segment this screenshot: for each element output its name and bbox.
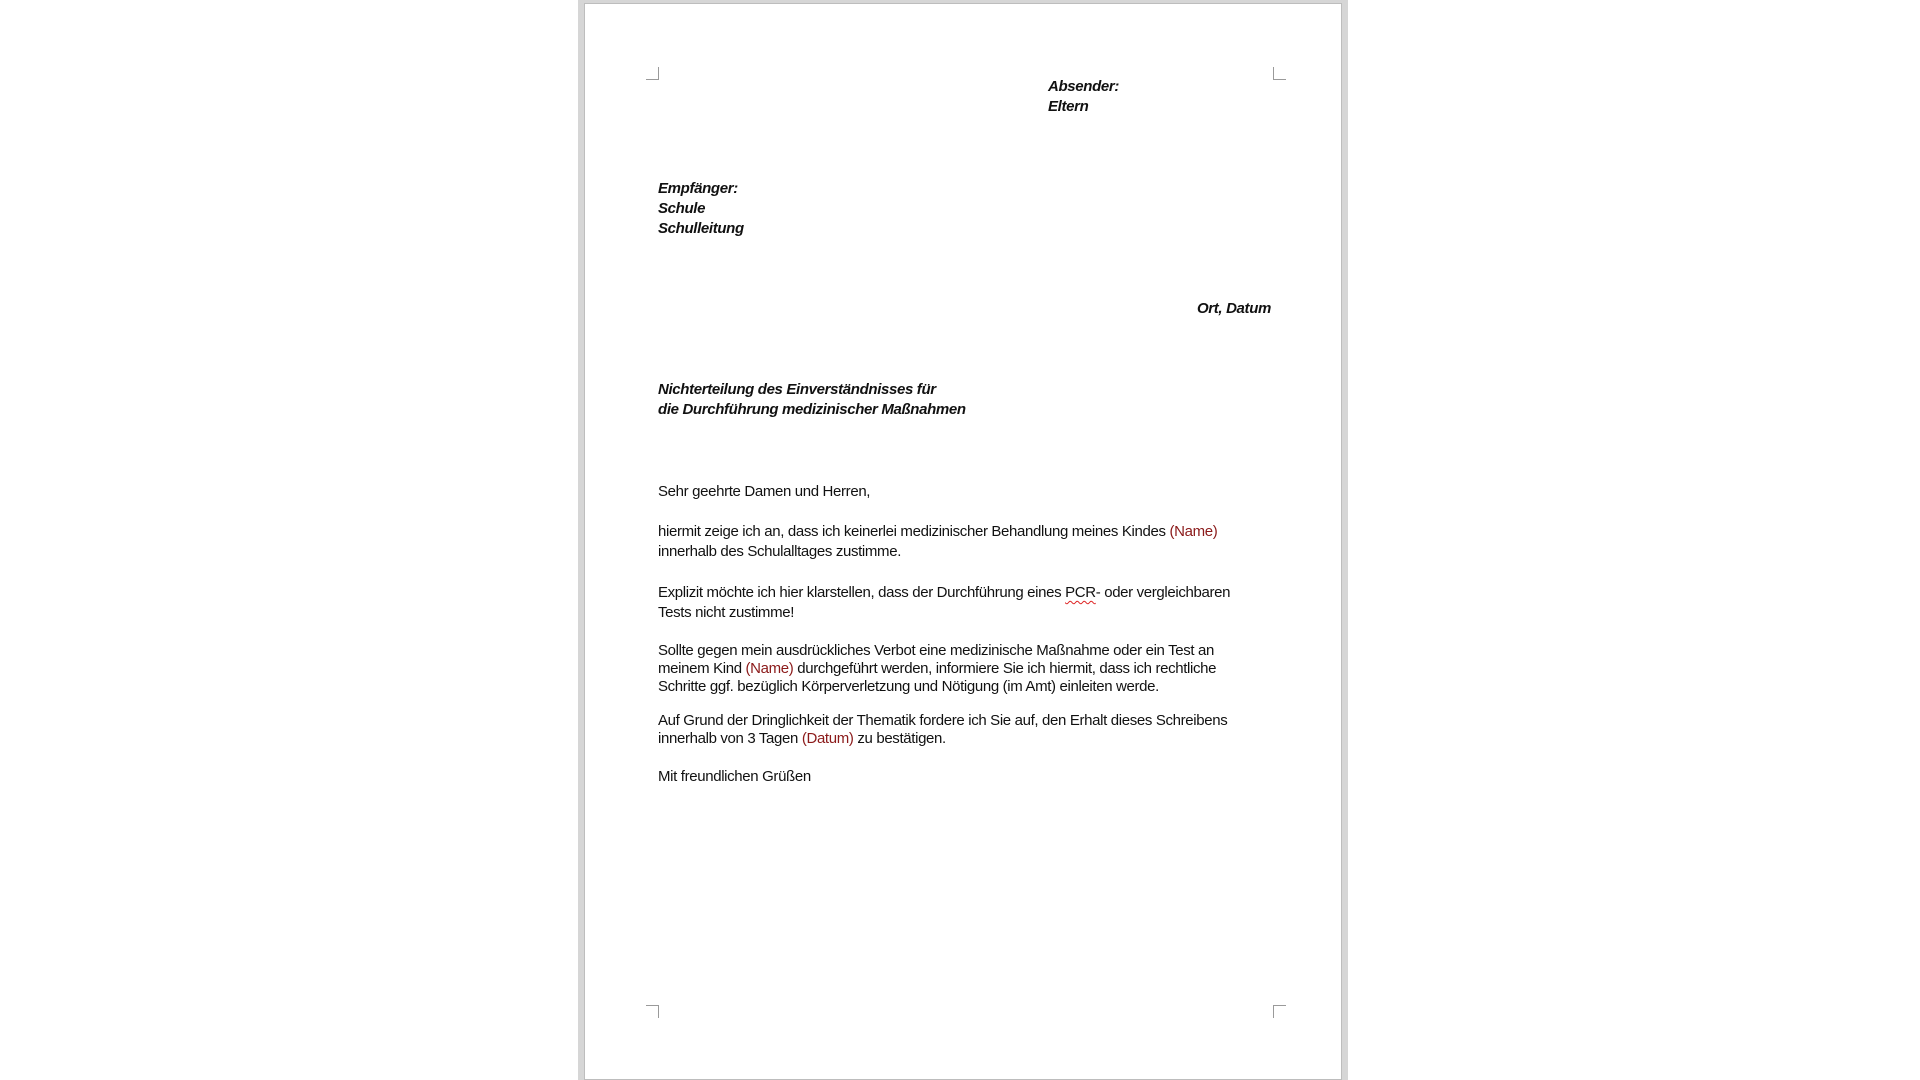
recipient-line-2: Schulleitung bbox=[658, 220, 744, 237]
margin-mark-bottom-left bbox=[646, 1005, 659, 1018]
recipient-block bbox=[658, 179, 744, 239]
margin-mark-top-right bbox=[1273, 67, 1286, 80]
paragraph-4-line-2 bbox=[658, 730, 1298, 748]
paragraph-4-text-b: zu bestätigen. bbox=[853, 730, 946, 747]
placeholder-name: (Name) bbox=[1169, 523, 1218, 540]
paragraph-4-line-1: Auf Grund der Dringlichkeit der Thematik fordere ich Sie auf, den Erhalt dieses Schreibens bbox=[658, 712, 1228, 729]
closing: Mit freundlichen Grüßen bbox=[658, 768, 811, 785]
sender-block bbox=[1048, 77, 1119, 117]
paragraph-1-line-1 bbox=[658, 522, 1298, 542]
recipient-line-1: Schule bbox=[658, 200, 706, 217]
paragraph-2-text-b: - oder vergleichbaren bbox=[1095, 584, 1231, 601]
placeholder-name: (Name) bbox=[745, 660, 794, 677]
paragraph-4-text-a: innerhalb von 3 Tagen bbox=[658, 730, 802, 747]
spellcheck-word[interactable]: PCR bbox=[1065, 584, 1096, 601]
sender-name: Eltern bbox=[1048, 98, 1089, 115]
sender-label: Absender: bbox=[1048, 78, 1120, 95]
paragraph-1-text-a: hiermit zeige ich an, dass ich keinerlei medizinischer Behandlung meines Kindes bbox=[658, 523, 1170, 540]
paragraph-3 bbox=[658, 642, 1298, 696]
paragraph-3-text-a: meinem Kind bbox=[658, 660, 746, 677]
paragraph-1 bbox=[658, 522, 1298, 562]
place-date: Ort, Datum bbox=[1196, 300, 1271, 317]
margin-mark-bottom-right bbox=[1273, 1005, 1286, 1018]
placeholder-date: (Datum) bbox=[801, 730, 854, 747]
subject-line-1: Nichterteilung des Einverständnisses für bbox=[658, 381, 936, 398]
paragraph-4 bbox=[658, 712, 1298, 748]
paragraph-3-line-2 bbox=[658, 660, 1298, 678]
document-page[interactable] bbox=[584, 3, 1342, 1080]
paragraph-3-line-1: Sollte gegen mein ausdrückliches Verbot eine medizinische Maßnahme oder ein Test an bbox=[658, 642, 1215, 659]
recipient-label: Empfänger: bbox=[658, 180, 738, 197]
salutation: Sehr geehrte Damen und Herren, bbox=[658, 483, 871, 500]
subject-block bbox=[658, 380, 966, 420]
paragraph-2-text-a: Explizit möchte ich hier klarstellen, dass der Durchführung eines bbox=[658, 584, 1066, 601]
margin-mark-top-left bbox=[646, 67, 659, 80]
paragraph-3-text-b: durchgeführt werden, informiere Sie ich hiermit, dass ich rechtliche bbox=[793, 660, 1217, 677]
paragraph-2-line-1 bbox=[658, 583, 1298, 603]
paragraph-2-text-c: Tests nicht zustimme! bbox=[658, 604, 795, 621]
paragraph-2 bbox=[658, 583, 1298, 623]
paragraph-3-line-3: Schritte ggf. bezüglich Körperverletzung und Nötigung (im Amt) einleiten werde. bbox=[658, 678, 1159, 695]
paragraph-1-text-b: innerhalb des Schulalltages zustimme. bbox=[658, 543, 902, 560]
subject-line-2: die Durchführung medizinischer Maßnahmen bbox=[658, 401, 966, 418]
